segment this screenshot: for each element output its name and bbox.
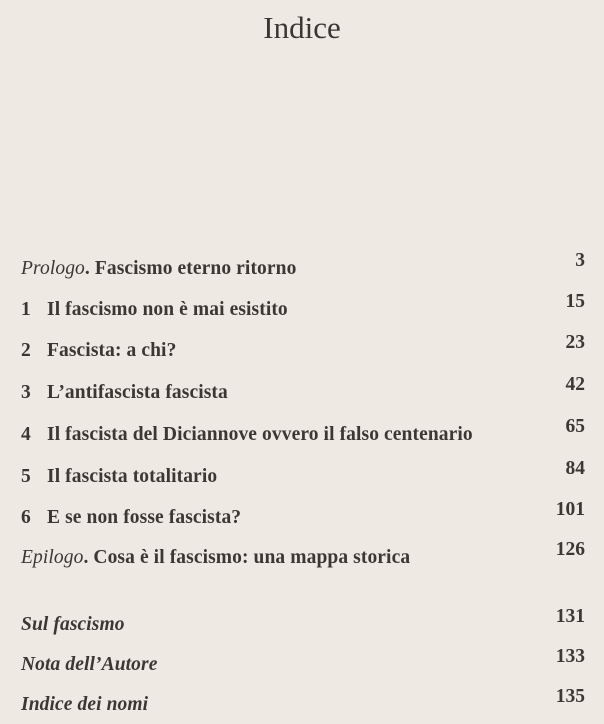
entry-title: . Cosa è il fascismo: una mappa storica <box>83 547 411 568</box>
entry-page: 15 <box>565 291 585 312</box>
entry-page: 42 <box>565 374 585 395</box>
entry-page: 3 <box>575 250 585 271</box>
toc-entry-chapter-1 <box>21 291 585 329</box>
entry-page: 131 <box>555 606 585 627</box>
entry-page: 65 <box>565 416 585 437</box>
entry-prefix: Epilogo <box>21 547 84 568</box>
toc-entry-chapter-6 <box>21 499 585 537</box>
entry-page: 135 <box>555 686 585 707</box>
chapter-number: 1 <box>21 299 31 320</box>
toc-entry-chapter-2 <box>21 332 585 370</box>
toc-entry-chapter-5 <box>21 458 585 496</box>
chapter-number: 4 <box>21 424 31 445</box>
toc-entry-sul-fascismo <box>21 606 585 644</box>
entry-page: 133 <box>555 646 585 667</box>
entry-title: . Fascismo eterno ritorno <box>84 258 297 279</box>
entry-title: Il fascismo non è mai esistito <box>47 299 288 320</box>
entry-prefix: Prologo <box>21 258 85 279</box>
toc-entry-nota-autore <box>21 646 585 684</box>
entry-title: E se non fosse fascista? <box>47 507 242 528</box>
entry-title: Il fascista totalitario <box>47 466 218 487</box>
toc-entry-chapter-3 <box>21 374 585 412</box>
chapter-number: 3 <box>21 382 31 403</box>
chapter-number: 6 <box>21 507 31 528</box>
chapter-number: 2 <box>21 340 31 361</box>
toc-entry-epilogue <box>21 539 585 577</box>
entry-page: 84 <box>565 458 585 479</box>
entry-title: Il fascista del Diciannove ovvero il falso centenario <box>47 424 473 445</box>
entry-page: 101 <box>555 499 585 520</box>
entry-title: Fascista: a chi? <box>47 340 177 361</box>
entry-title: Sul fascismo <box>21 614 125 635</box>
entry-title: Indice dei nomi <box>21 694 149 715</box>
toc-entry-prologue <box>21 250 585 288</box>
entry-page: 126 <box>555 539 585 560</box>
entry-title: Nota dell’Autore <box>21 654 158 675</box>
entry-title: L’antifascista fascista <box>47 382 228 403</box>
entry-page: 23 <box>565 332 585 353</box>
toc-entry-chapter-4 <box>21 416 585 454</box>
page-title: Indice <box>263 10 341 45</box>
toc-entry-indice-nomi <box>21 686 585 724</box>
chapter-number: 5 <box>21 466 31 487</box>
